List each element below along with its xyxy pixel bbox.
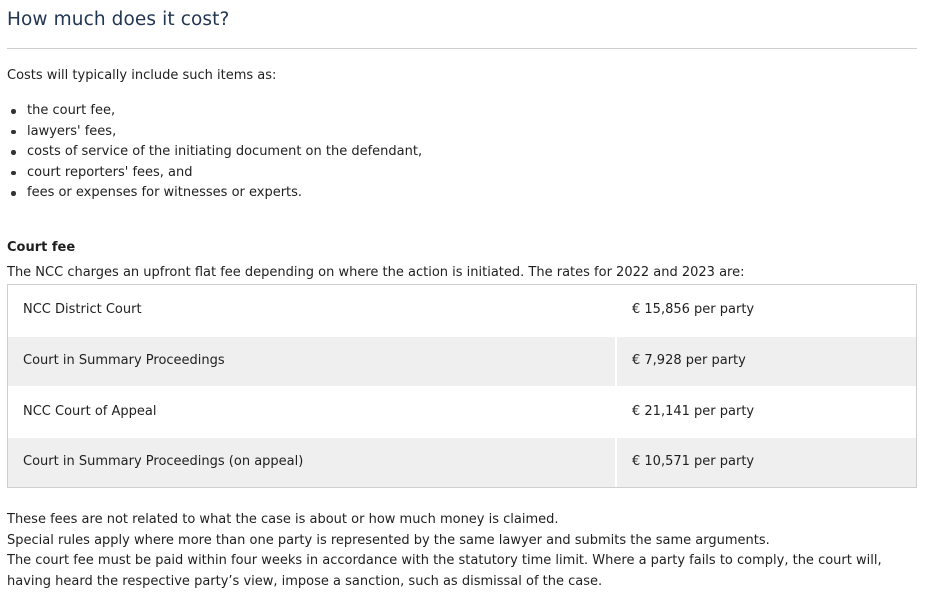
- court-name-cell: NCC District Court: [8, 285, 617, 336]
- note-text: These fees are not related to what the case is about or how much money is claimed.: [7, 512, 559, 527]
- fee-notes: [7, 510, 912, 593]
- court-fee-lead: The NCC charges an upfront flat fee depending on where the action is initiated. The rates for 2022 and 2023 are:: [7, 265, 745, 280]
- note-text: The court fee must be paid within four weeks in accordance with the statutory time limit. Where a party fails to comply, the court will, having heard the respective party’s view, impose a sanction, such as dismissal of the case.: [7, 553, 882, 590]
- fee-cell: € 7,928 per party: [617, 336, 916, 387]
- fee-cell: € 21,141 per party: [617, 386, 916, 437]
- table-row: [8, 285, 916, 336]
- list-item: the court fee,: [7, 101, 422, 122]
- fee-cell: € 15,856 per party: [632, 302, 755, 318]
- court-name-cell: NCC Court of Appeal: [8, 386, 617, 437]
- title-divider: [7, 48, 917, 49]
- table-row: [8, 336, 916, 387]
- court-fee-heading: Court fee: [7, 240, 76, 255]
- list-item: court reporters' fees, and: [7, 163, 422, 184]
- court-name-cell: Court in Summary Proceedings: [8, 336, 617, 387]
- list-item: fees or expenses for witnesses or experts.: [7, 183, 422, 204]
- fee-cell: € 10,571 per party: [617, 437, 916, 488]
- note-text: Special rules apply where more than one party is represented by the same lawyer and submits the same arguments.: [7, 532, 770, 548]
- page-title: How much does it cost?: [7, 9, 230, 30]
- table-row: [8, 437, 916, 488]
- cost-items-list: [7, 101, 422, 204]
- intro-text: Costs will typically include such items as:: [7, 68, 277, 83]
- court-fee-table: [7, 284, 917, 488]
- list-item: costs of service of the initiating document on the defendant,: [7, 142, 422, 163]
- table-row: [8, 386, 916, 437]
- court-name-cell: Court in Summary Proceedings (on appeal): [8, 437, 617, 488]
- list-item: lawyers' fees,: [7, 122, 422, 143]
